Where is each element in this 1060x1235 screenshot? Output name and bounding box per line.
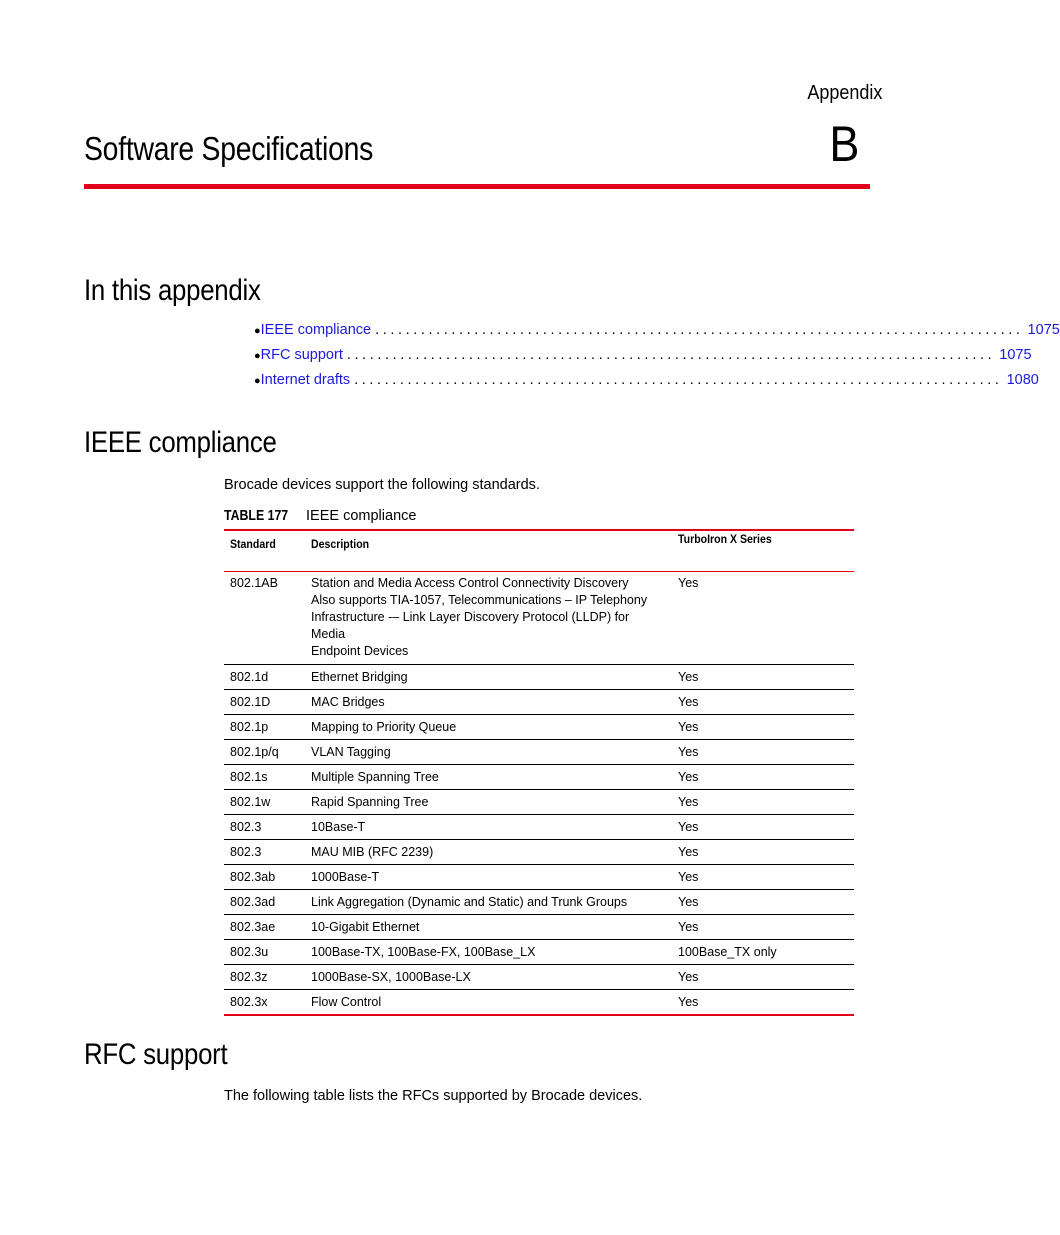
cell-turboiron-support: Yes — [678, 870, 699, 884]
toc-link[interactable]: IEEE compliance — [260, 322, 372, 338]
table-row — [224, 790, 854, 815]
cell-description — [305, 915, 672, 940]
cell-turboiron-support: Yes — [678, 745, 699, 759]
cell-description — [305, 965, 672, 990]
appendix-letter: B — [828, 116, 859, 172]
description-line: 1000Base-T — [311, 870, 380, 884]
cell-description — [305, 840, 672, 865]
description-line: 10-Gigabit Ethernet — [311, 920, 420, 934]
cell-standard: 802.1D — [230, 695, 271, 709]
description-line: MAU MIB (RFC 2239) — [311, 845, 434, 859]
column-header-description: Description — [311, 537, 370, 551]
toc-item[interactable] — [254, 347, 1032, 372]
table-row — [224, 965, 854, 990]
description-line: Endpoint Devices — [311, 644, 409, 658]
bullet-icon: ● — [254, 350, 261, 362]
description-line: 100Base-TX, 100Base-FX, 100Base_LX — [311, 945, 536, 959]
rfc-intro-text: The following table lists the RFCs supported by Brocade devices. — [224, 1088, 643, 1104]
cell-description — [305, 990, 672, 1015]
cell-turboiron-support: Yes — [678, 845, 699, 859]
cell-standard: 802.1d — [230, 670, 269, 684]
cell-description — [305, 890, 672, 915]
table-row — [224, 572, 854, 665]
toc-page-link[interactable]: 1075 — [1027, 322, 1060, 338]
table-row — [224, 765, 854, 790]
table-header-row — [224, 530, 854, 572]
description-line: 1000Base-SX, 1000Base-LX — [311, 970, 471, 984]
cell-turboiron-support: Yes — [678, 695, 699, 709]
column-header-turboiron: TurboIron X Series — [678, 532, 772, 546]
cell-description — [305, 665, 672, 690]
table-row — [224, 665, 854, 690]
cell-description — [305, 715, 672, 740]
toc-link[interactable]: Internet drafts — [260, 372, 351, 388]
cell-turboiron-support: Yes — [678, 770, 699, 784]
ieee-intro-text: Brocade devices support the following standards. — [224, 477, 540, 493]
cell-standard: 802.1s — [230, 770, 268, 784]
cell-standard: 802.3z — [230, 970, 268, 984]
section-heading-ieee-compliance: IEEE compliance — [84, 426, 277, 459]
cell-turboiron-support: Yes — [678, 795, 699, 809]
cell-turboiron-support: 100Base_TX only — [678, 945, 777, 959]
description-line: VLAN Tagging — [311, 745, 391, 759]
toc-link[interactable]: RFC support — [260, 347, 343, 363]
description-line: MAC Bridges — [311, 695, 385, 709]
table-row — [224, 690, 854, 715]
cell-turboiron-support: Yes — [678, 895, 699, 909]
cell-turboiron-support: Yes — [678, 920, 699, 934]
cell-standard: 802.1w — [230, 795, 271, 809]
toc-item[interactable] — [254, 372, 1039, 397]
description-line: Mapping to Priority Queue — [311, 720, 457, 734]
cell-description — [305, 765, 672, 790]
toc-leader: ..................................................................................... — [354, 372, 1003, 388]
cell-description — [305, 572, 672, 665]
table-row — [224, 890, 854, 915]
table-row — [224, 715, 854, 740]
cell-standard: 802.3ab — [230, 870, 276, 884]
toc-page-link[interactable]: 1080 — [1006, 372, 1039, 388]
description-line: Flow Control — [311, 995, 382, 1009]
description-line: Multiple Spanning Tree — [311, 770, 439, 784]
cell-turboiron-support: Yes — [678, 670, 699, 684]
table-row — [224, 915, 854, 940]
bullet-icon: ● — [254, 325, 261, 337]
table-number: TABLE 177 — [224, 508, 289, 524]
section-heading-in-this-appendix: In this appendix — [84, 274, 261, 307]
cell-description — [305, 690, 672, 715]
chapter-title: Software Specifications — [84, 130, 374, 167]
cell-standard: 802.1p/q — [230, 745, 279, 759]
cell-standard: 802.3ad — [230, 895, 276, 909]
cell-standard: 802.3x — [230, 995, 268, 1009]
table-row — [224, 990, 854, 1015]
description-line: Infrastructure -– Link Layer Discovery Protocol (LLDP) for Media — [311, 610, 630, 641]
table-caption-text: IEEE compliance — [306, 508, 417, 524]
cell-standard: 802.3 — [230, 845, 262, 859]
bullet-icon: ● — [254, 375, 261, 387]
description-line: Ethernet Bridging — [311, 670, 408, 684]
toc-list — [254, 322, 1060, 397]
ieee-compliance-table — [224, 529, 854, 1016]
cell-turboiron-support: Yes — [678, 576, 699, 590]
table-row — [224, 740, 854, 765]
cell-standard: 802.1p — [230, 720, 269, 734]
section-heading-rfc-support: RFC support — [84, 1038, 228, 1071]
cell-description — [305, 740, 672, 765]
toc-leader: ..................................................................................... — [375, 322, 1024, 338]
table-row — [224, 940, 854, 965]
table-row — [224, 815, 854, 840]
cell-description — [305, 940, 672, 965]
cell-turboiron-support: Yes — [678, 970, 699, 984]
cell-standard: 802.3u — [230, 945, 269, 959]
toc-item[interactable] — [254, 322, 1060, 347]
description-line: Station and Media Access Control Connectivity Discovery — [311, 576, 629, 590]
description-line: Rapid Spanning Tree — [311, 795, 429, 809]
table-row — [224, 865, 854, 890]
table-row — [224, 840, 854, 865]
description-line: Link Aggregation (Dynamic and Static) and Trunk Groups — [311, 895, 628, 909]
table-caption — [224, 508, 416, 524]
cell-turboiron-support: Yes — [678, 995, 699, 1009]
description-line: Also supports TIA-1057, Telecommunications – IP Telephony — [311, 593, 648, 607]
cell-description — [305, 790, 672, 815]
description-line: 10Base-T — [311, 820, 366, 834]
cell-turboiron-support: Yes — [678, 820, 699, 834]
chapter-rule — [84, 184, 870, 189]
cell-turboiron-support: Yes — [678, 720, 699, 734]
appendix-label: Appendix — [806, 82, 882, 104]
toc-page-link[interactable]: 1075 — [999, 347, 1032, 363]
column-header-standard: Standard — [230, 537, 276, 551]
cell-standard: 802.3ae — [230, 920, 276, 934]
cell-description — [305, 865, 672, 890]
cell-standard: 802.1AB — [230, 576, 278, 590]
cell-standard: 802.3 — [230, 820, 262, 834]
toc-leader: ..................................................................................... — [346, 347, 996, 363]
cell-description — [305, 815, 672, 840]
